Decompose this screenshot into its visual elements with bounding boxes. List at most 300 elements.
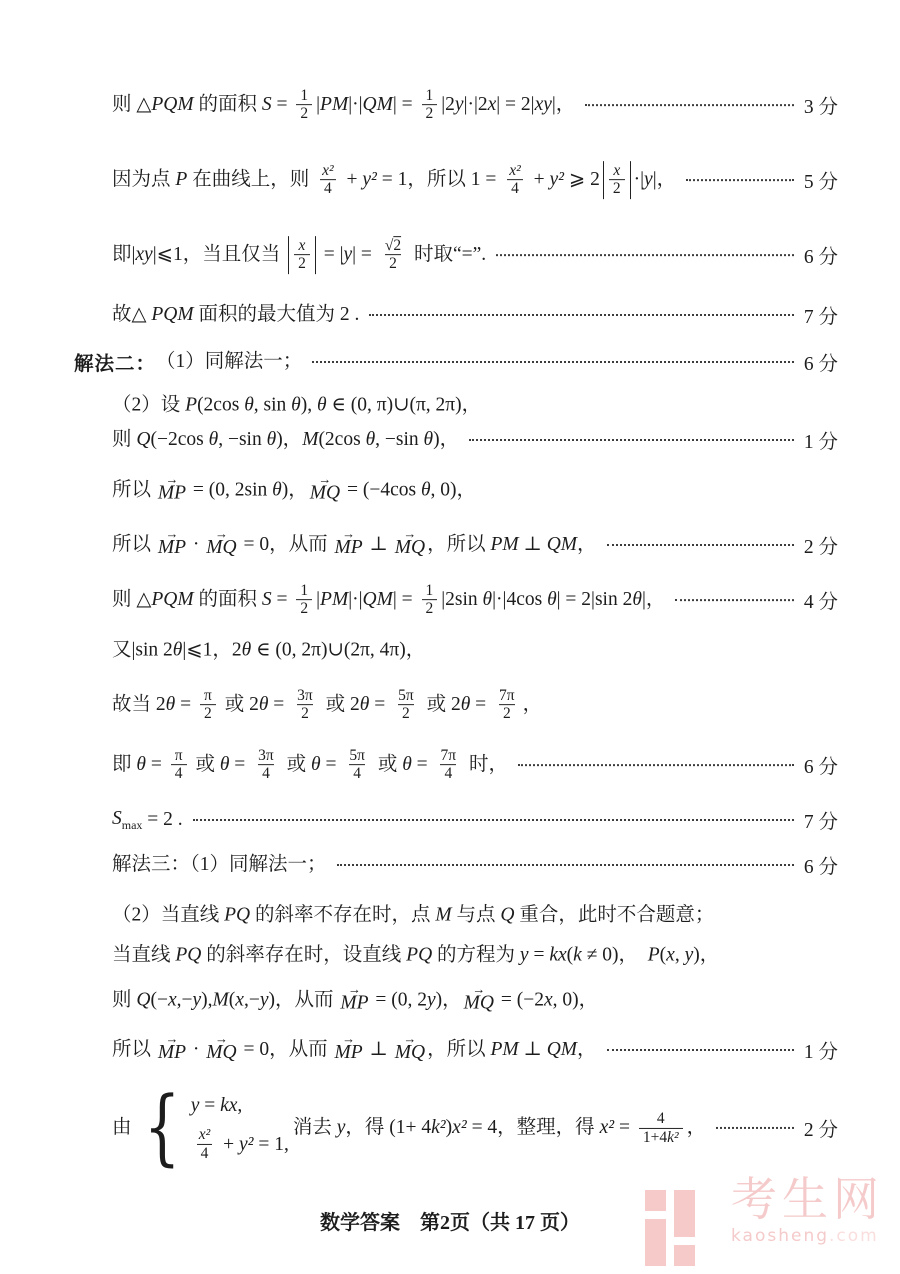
text-run: ,− [176,989,193,1011]
text-run: 4 [323,180,332,198]
text-run: = [175,694,196,716]
score-label: 1 分 [803,1042,838,1063]
text-run: )， [276,429,303,451]
text-run: = (0, 2 [370,989,428,1011]
dotted-leader [585,104,794,106]
dotted-leader [312,361,794,363]
math-var: x [167,989,177,1011]
text-run: + [528,169,550,191]
text-run: 因为点 [112,169,176,191]
math-var: θ [311,754,321,776]
math-var: kx [220,1094,238,1116]
math-var: θ [136,754,146,776]
system-rows [191,1094,289,1162]
text-run: = [229,754,251,776]
system-row [191,1126,289,1162]
math-var: y² [362,169,377,191]
math-var: S [261,589,272,611]
fraction-denominator [398,705,414,723]
math-vector [334,1031,363,1064]
solution-heading: 解法二： [74,354,157,375]
score-label: 4 分 [803,592,838,613]
math-var: Q [136,429,151,451]
equation-system [136,1080,289,1176]
math-fraction [318,162,338,198]
text-run: 4 [444,765,453,783]
text-run: | = [392,589,418,611]
text-run: )， [435,989,462,1011]
math-fraction [495,687,519,723]
dotted-leader [193,819,794,821]
text-run: ⊥ [364,1039,393,1061]
score-label: 1 分 [803,432,838,453]
fraction-numerator: √2 [384,237,402,255]
text-run: |⩽1，当且仅当 [152,244,286,266]
text-run: = [268,694,290,716]
text-run: 时， [464,754,509,776]
math-line [112,981,838,1014]
math-var: y² [238,1133,254,1155]
text-run: ⊥ [364,534,393,556]
vector-arrow-icon: → [165,1031,179,1047]
text-run: = [271,94,293,116]
text-run: | = [352,244,377,266]
text-run: | [316,94,321,116]
math-var: y [192,989,202,1011]
text-run: ， [686,1117,707,1139]
fraction-denominator [296,105,312,123]
score-label: 5 分 [803,172,838,193]
vector-arrow-icon: → [347,981,361,997]
math-line [112,393,838,416]
math-var: MQ [309,482,341,504]
watermark-cjk-text: 考生网 [731,1172,884,1226]
math-var: PM [320,589,349,611]
text-run: = 1，所以 1 = [376,169,502,191]
subscript-label: max [121,818,143,833]
text-run: , 0)， [552,989,599,1011]
text-run: |⩽1，2 [182,639,242,661]
text-run: |·|4cos [492,589,548,611]
text-run: 1+4 [642,1128,668,1146]
fraction-denominator [499,705,515,723]
text-run: 即| [112,244,136,266]
text-run: = (−4cos [342,479,421,501]
math-vector [157,471,187,504]
math-var: PQM [151,589,194,611]
text-run: 即 [112,754,137,776]
text-run: = (0, 2sin [188,479,273,501]
text-run: ，所以 [427,1039,491,1061]
fraction-denominator [297,705,313,723]
math-var: θ [291,394,301,416]
text-run: ), [300,394,318,416]
math-var: θ [402,754,412,776]
text-run: 4 [353,765,362,783]
fraction-numerator [653,1110,669,1127]
math-var: MP [157,482,187,504]
math-var: θ [482,589,493,611]
text-run: ), [201,989,213,1011]
text-run: 1 [300,87,309,105]
vector-arrow-icon: → [342,526,356,542]
text-run: 2 [502,705,511,723]
math-fraction [345,747,369,783]
math-line [112,747,838,783]
math-var: y [190,1094,200,1116]
math-var: x [487,94,497,116]
text-run: | [316,589,321,611]
score-label: 6 分 [803,247,838,268]
text-run: , −sin [218,429,267,451]
text-run: 7π [440,747,457,765]
vector-arrow-icon: → [318,471,332,487]
math-var: θ [632,589,642,611]
dotted-leader [686,179,794,181]
math-vector [394,526,426,559]
fraction-denominator [320,180,336,198]
math-var: kx [549,944,567,966]
fraction-denominator [296,600,312,618]
text-run: ∈ (0, 2π)∪(2π, 4π)， [251,639,426,661]
math-var: θ [272,479,282,501]
text-run: ⊥ [518,534,547,556]
text-run: |·| [348,589,363,611]
text-run: )， [433,429,460,451]
fraction-numerator [609,162,624,179]
text-run: ， [577,534,597,556]
math-var: M [435,904,452,926]
text-run: 故当 2 [112,694,166,716]
text-run: 5π [398,687,414,705]
logo-block [674,1190,695,1237]
text-run: , [237,1094,243,1116]
math-var: x [235,989,244,1011]
text-run: 2 [300,105,309,123]
math-var: θ [420,479,431,501]
math-line [112,851,838,879]
fraction-denominator [385,255,401,273]
math-var: k² [667,1128,679,1146]
footer-text: 数学答案 第2页（共 17 页） [320,1212,580,1234]
sqrt-radicand: 2 [393,237,402,255]
math-fraction [422,582,438,618]
fraction-numerator [254,747,278,764]
text-run: + [218,1133,239,1155]
text-run: 则 [112,989,137,1011]
score-label: 7 分 [803,812,838,833]
math-var: MQ [463,992,494,1014]
text-run: ,− [243,989,260,1011]
math-fraction [200,687,216,723]
fraction-denominator [422,600,438,618]
text-run: 又|sin 2 [112,639,173,661]
score-label: 2 分 [803,537,838,558]
text-run: 或 2 [219,694,259,716]
math-fraction [293,687,317,723]
math-var: θ [547,589,557,611]
math-var: PQ [175,944,202,966]
text-run: 的方程为 [432,944,520,966]
math-var: xy [534,94,552,116]
math-fraction [296,582,312,618]
math-vector [463,981,494,1014]
math-line [112,301,838,329]
text-run: 7π [499,687,515,705]
text-run: 2 [300,600,309,618]
text-run: 所以 [112,534,156,556]
math-var: MP [340,992,369,1014]
text-run: = [528,944,550,966]
math-var: QM [546,534,578,556]
text-run: = [369,694,391,716]
text-run: 则 △ [112,94,152,116]
math-line [112,87,838,123]
text-run: ≠ 0)， [581,944,648,966]
math-var: θ [460,694,471,716]
math-var: S [112,808,122,830]
vector-arrow-icon: → [165,526,179,542]
math-fraction [294,237,310,273]
text-run: (−2cos [150,429,209,451]
fraction-numerator [505,162,525,179]
fraction-denominator [197,1144,213,1162]
math-vector [206,1031,237,1064]
text-run: 1 [425,87,434,105]
text-run: 1 [425,582,434,600]
math-var: θ [317,394,327,416]
math-var: θ [244,394,254,416]
text-run: 所以 [112,1039,156,1061]
watermark-text [731,1172,884,1246]
math-line [112,687,838,723]
text-run: = 4，整理，得 [466,1117,600,1139]
fraction-numerator [293,687,317,704]
text-run: 的斜率不存在时，点 [250,904,436,926]
math-line [112,426,838,454]
text-run: 2 [402,705,410,723]
fraction-numerator [200,687,216,704]
vector-arrow-icon: → [403,1031,417,1047]
math-vector [157,1031,187,1064]
math-fraction [639,1110,683,1146]
fraction-denominator [258,765,274,783]
fraction-numerator [422,87,438,104]
math-vector [340,981,369,1014]
math-fraction [505,162,525,198]
text-run: 或 2 [320,694,360,716]
math-fraction [437,747,461,783]
math-var: QM [546,1039,578,1061]
fraction-numerator [437,747,461,764]
fraction-denominator [294,255,310,273]
text-run: | = [392,94,418,116]
dotted-leader [607,544,794,546]
math-var: MQ [206,537,237,559]
text-run: |， [652,169,677,191]
math-vector [309,471,341,504]
text-run: 或 2 [421,694,461,716]
text-run: （2）设 [112,394,186,416]
score-label: 3 分 [803,97,838,118]
math-var: xy [135,244,153,266]
text-run: 3π [258,747,274,765]
text-run: 2 [298,255,306,273]
text-run: = 1, [253,1133,289,1155]
text-run: )， [281,479,308,501]
text-run: = [470,694,492,716]
math-var: y [336,1117,346,1139]
math-var: y [259,989,269,1011]
math-var: θ [219,754,230,776]
math-var: x² [509,162,521,180]
system-brace-icon: { [143,1080,180,1176]
math-var: PM [490,534,519,556]
fraction-numerator [318,162,338,179]
text-run: 则 △ [112,589,152,611]
text-run: ·| [633,169,645,191]
math-var: PQM [151,94,194,116]
vector-arrow-icon: → [403,526,417,542]
fraction-numerator [195,1126,215,1143]
text-run: , −sin [375,429,424,451]
fraction-numerator [296,87,312,104]
text-run: |·|2 [463,94,488,116]
math-var: k [573,944,582,966]
fraction-denominator [171,765,187,783]
text-run: ，所以 [427,534,491,556]
fraction-numerator [495,687,519,704]
text-run: 2 [425,600,434,618]
math-var: M [302,429,319,451]
text-run: （2）当直线 [112,904,225,926]
math-var: MQ [206,1042,237,1064]
math-fraction [171,747,187,783]
text-run: |， [641,589,666,611]
text-run: = [145,754,167,776]
watermark-tld: .com [829,1226,879,1246]
math-line [112,526,838,559]
math-var: QM [362,94,393,116]
math-var: MQ [394,537,426,559]
text-run: ∈ (0, π)∪(π, 2π)， [326,394,482,416]
math-fraction [195,1126,215,1162]
vector-arrow-icon: → [342,1031,356,1047]
text-run: = 0，从而 [238,534,333,556]
math-var: x [666,944,675,966]
dotted-leader [518,764,794,766]
vector-arrow-icon: → [214,1031,228,1047]
logo-block [674,1245,695,1266]
score-label: 2 分 [803,1119,838,1141]
dotted-leader [716,1127,794,1129]
text-run: 4 [656,1110,665,1128]
text-run: = 0，从而 [238,1039,333,1061]
text-run: 由 [112,1117,132,1139]
vector-arrow-icon: → [214,526,228,542]
text-run: 3π [297,687,313,705]
math-var: θ [241,639,252,661]
text-run: 或 [190,754,220,776]
text-run: ) [445,1117,453,1139]
math-var: P [175,169,188,191]
math-line [112,236,838,274]
text-run: )， [693,944,720,966]
math-vector [334,526,363,559]
text-run: 当直线 [112,944,176,966]
text-run: 的斜率存在时，设直线 [201,944,407,966]
text-run: )，从而 [268,989,339,1011]
text-run: 面积的最大值为 2 . [193,304,360,326]
math-var: x² [599,1117,615,1139]
text-run: 2 [425,105,434,123]
text-run: = 2 . [142,809,183,831]
math-var: P [647,944,660,966]
math-var: k² [431,1117,446,1139]
system-row [191,1094,243,1117]
text-run: = (−2 [496,989,544,1011]
tall-abs-bars [603,161,631,199]
dotted-leader [369,314,793,316]
text-run: ⩾ 2 [564,169,600,191]
math-line [112,903,838,926]
text-run: = [614,1117,635,1139]
math-subscripted [112,807,142,832]
math-var: y [343,244,353,266]
fraction-denominator [639,1127,683,1145]
logo-block [645,1190,666,1211]
math-var: y [427,989,436,1011]
text-run: (2cos [197,394,245,416]
math-var: MP [334,537,363,559]
math-var: P [185,394,198,416]
math-var: MP [334,1042,363,1064]
math-line [112,1031,838,1064]
math-var: θ [359,694,370,716]
text-run: 2 [204,705,212,723]
text-run: 4 [200,1144,209,1162]
text-run: 重合，此时不合题意； [514,904,715,926]
text-run: |2sin [441,589,483,611]
text-run: 时取“=”. [409,244,487,266]
math-vector [394,1031,426,1064]
text-run: ⊥ [518,1039,547,1061]
math-var: y [644,169,653,191]
math-var: y [454,94,464,116]
math-var: y² [549,169,565,191]
text-run: 2 [612,180,621,198]
text-run: |·| [348,94,363,116]
text-run: (− [150,989,168,1011]
text-run: 或 [281,754,312,776]
text-run: 4 [511,180,519,198]
fraction-denominator [200,705,216,723]
kaosheng-logo-icon [645,1190,719,1266]
text-run: 在曲线上，则 [187,169,315,191]
math-var: θ [208,429,219,451]
text-run: · [188,534,205,556]
fraction-numerator [171,747,187,764]
math-var: x² [198,1126,211,1144]
math-var: PQ [406,944,433,966]
text-run: ( [228,989,236,1011]
math-line [112,161,838,199]
text-run: ， [577,1039,597,1061]
fraction-denominator [507,180,523,198]
math-var: MP [157,1042,187,1064]
math-var: Q [136,989,151,1011]
fraction-numerator [422,582,438,599]
